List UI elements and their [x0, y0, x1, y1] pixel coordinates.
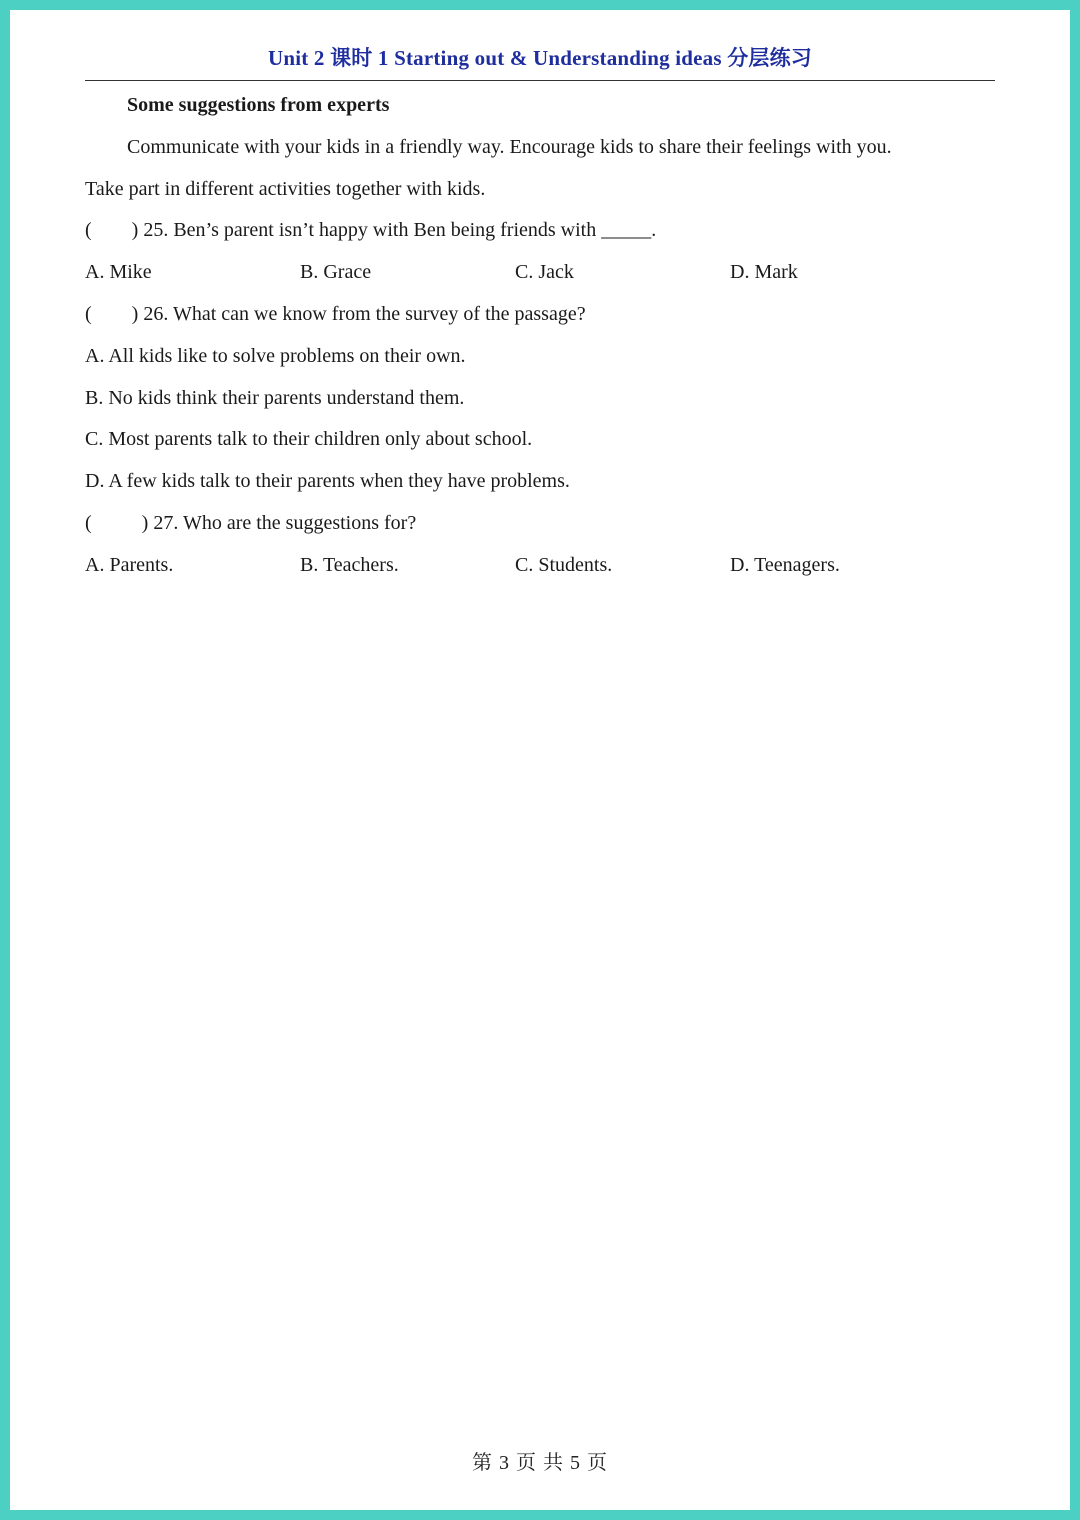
q27-option-b: B. Teachers. — [300, 554, 399, 576]
q27-option-c: C. Students. — [515, 554, 613, 576]
question-25-stem: ( ) 25. Ben’s parent isn’t happy with Ben being friends with _____. — [85, 219, 657, 241]
page-number-footer: 第 3 页 共 5 页 — [472, 1452, 608, 1474]
paragraph-line-2: Take part in different activities together with kids. — [85, 178, 486, 200]
question-27-stem: ( ) 27. Who are the suggestions for? — [85, 512, 417, 534]
q25-option-c: C. Jack — [515, 261, 574, 283]
q27-option-a: A. Parents. — [85, 554, 174, 576]
q25-option-a: A. Mike — [85, 261, 152, 283]
document-page — [10, 10, 1070, 1510]
section-heading: Some suggestions from experts — [127, 94, 390, 116]
q26-option-d: D. A few kids talk to their parents when they have problems. — [85, 470, 570, 492]
q26-option-b: B. No kids think their parents understand them. — [85, 387, 465, 409]
header-divider — [85, 80, 995, 81]
paragraph-line-1: Communicate with your kids in a friendly way. Encourage kids to share their feelings with you. — [127, 136, 892, 158]
page-header-title: Unit 2 课时 1 Starting out & Understanding ideas 分层练习 — [268, 46, 812, 70]
q25-option-d: D. Mark — [730, 261, 798, 283]
q25-option-b: B. Grace — [300, 261, 372, 283]
q26-option-c: C. Most parents talk to their children only about school. — [85, 428, 533, 450]
q27-option-d: D. Teenagers. — [730, 554, 840, 576]
q26-option-a: A. All kids like to solve problems on their own. — [85, 345, 466, 367]
question-26-stem: ( ) 26. What can we know from the survey of the passage? — [85, 303, 586, 325]
